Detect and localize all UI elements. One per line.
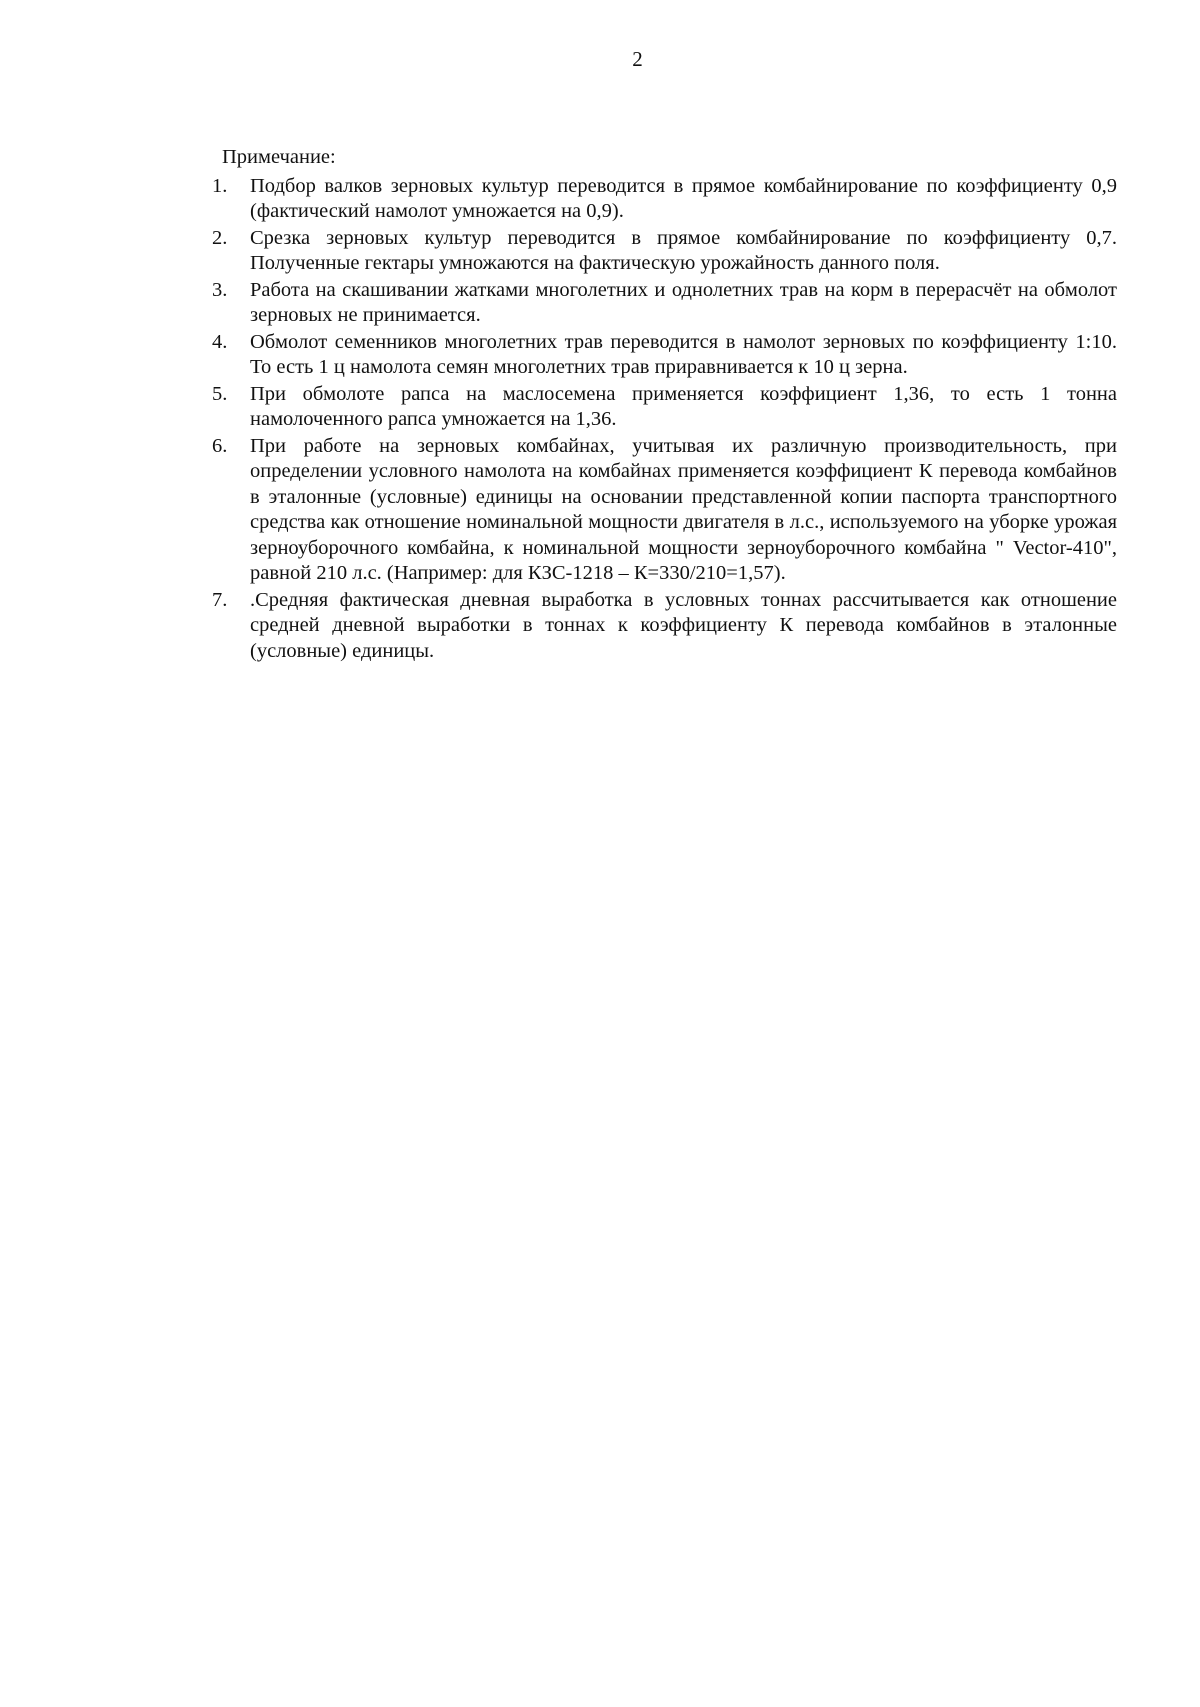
note-item-number: 5. xyxy=(212,382,228,405)
note-item-number: 2. xyxy=(212,226,228,249)
note-item-6 xyxy=(212,434,1117,587)
note-item-number: 7. xyxy=(212,588,228,611)
note-item-text: При работе на зерновых комбайнах, учитывая их различную производительность, при определении условного намолота на комбайнах применяется коэффициент К перевода комбайнов в эталонные (условные) единицы на основании представленной копии паспорта транспортного средства как отношение номинальной мощности двигателя в л.с., используемого на уборке урожая зерноуборочного комбайна, к номинальной мощности зерноуборочного комбайна " Vector-410", равной 210 л.с. (Например: для КЗС-1218 – К=330/210=1,57). xyxy=(250,434,1117,584)
note-item-text: Обмолот семенников многолетних трав переводится в намолот зерновых по коэффициенту 1:10. То есть 1 ц намолота семян многолетних трав приравнивается к 10 ц зерна. xyxy=(250,330,1117,378)
note-section xyxy=(212,145,1117,665)
note-list xyxy=(212,174,1117,665)
note-item-5 xyxy=(212,382,1117,433)
note-item-number: 4. xyxy=(212,330,228,353)
note-item-text: При обмолоте рапса на маслосемена применяется коэффициент 1,36, то есть 1 тонна намолоченного рапса умножается на 1,36. xyxy=(250,382,1117,430)
note-item-1 xyxy=(212,174,1117,225)
note-item-2 xyxy=(212,226,1117,277)
note-item-text: Подбор валков зерновых культур переводится в прямое комбайнирование по коэффициенту 0,9 (фактический намолот умножается на 0,9). xyxy=(250,174,1117,222)
note-item-7 xyxy=(212,588,1117,665)
note-item-number: 3. xyxy=(212,278,228,301)
page-number: 2 xyxy=(632,47,643,71)
note-item-text: .Средняя фактическая дневная выработка в условных тоннах рассчитывается как отношение средней дневной выработки в тоннах к коэффициенту К перевода комбайнов в эталонные (условные) единицы. xyxy=(250,588,1117,662)
note-item-text: Работа на скашивании жатками многолетних и однолетних трав на корм в перерасчёт на обмолот зерновых не принимается. xyxy=(250,278,1117,326)
note-item-number: 1. xyxy=(212,174,228,197)
note-item-number: 6. xyxy=(212,434,228,457)
note-item-3 xyxy=(212,278,1117,329)
note-item-text: Срезка зерновых культур переводится в прямое комбайнирование по коэффициенту 0,7. Полученные гектары умножаются на фактическую урожайность данного поля. xyxy=(250,226,1117,274)
note-item-4 xyxy=(212,330,1117,381)
note-heading: Примечание: xyxy=(222,146,336,168)
